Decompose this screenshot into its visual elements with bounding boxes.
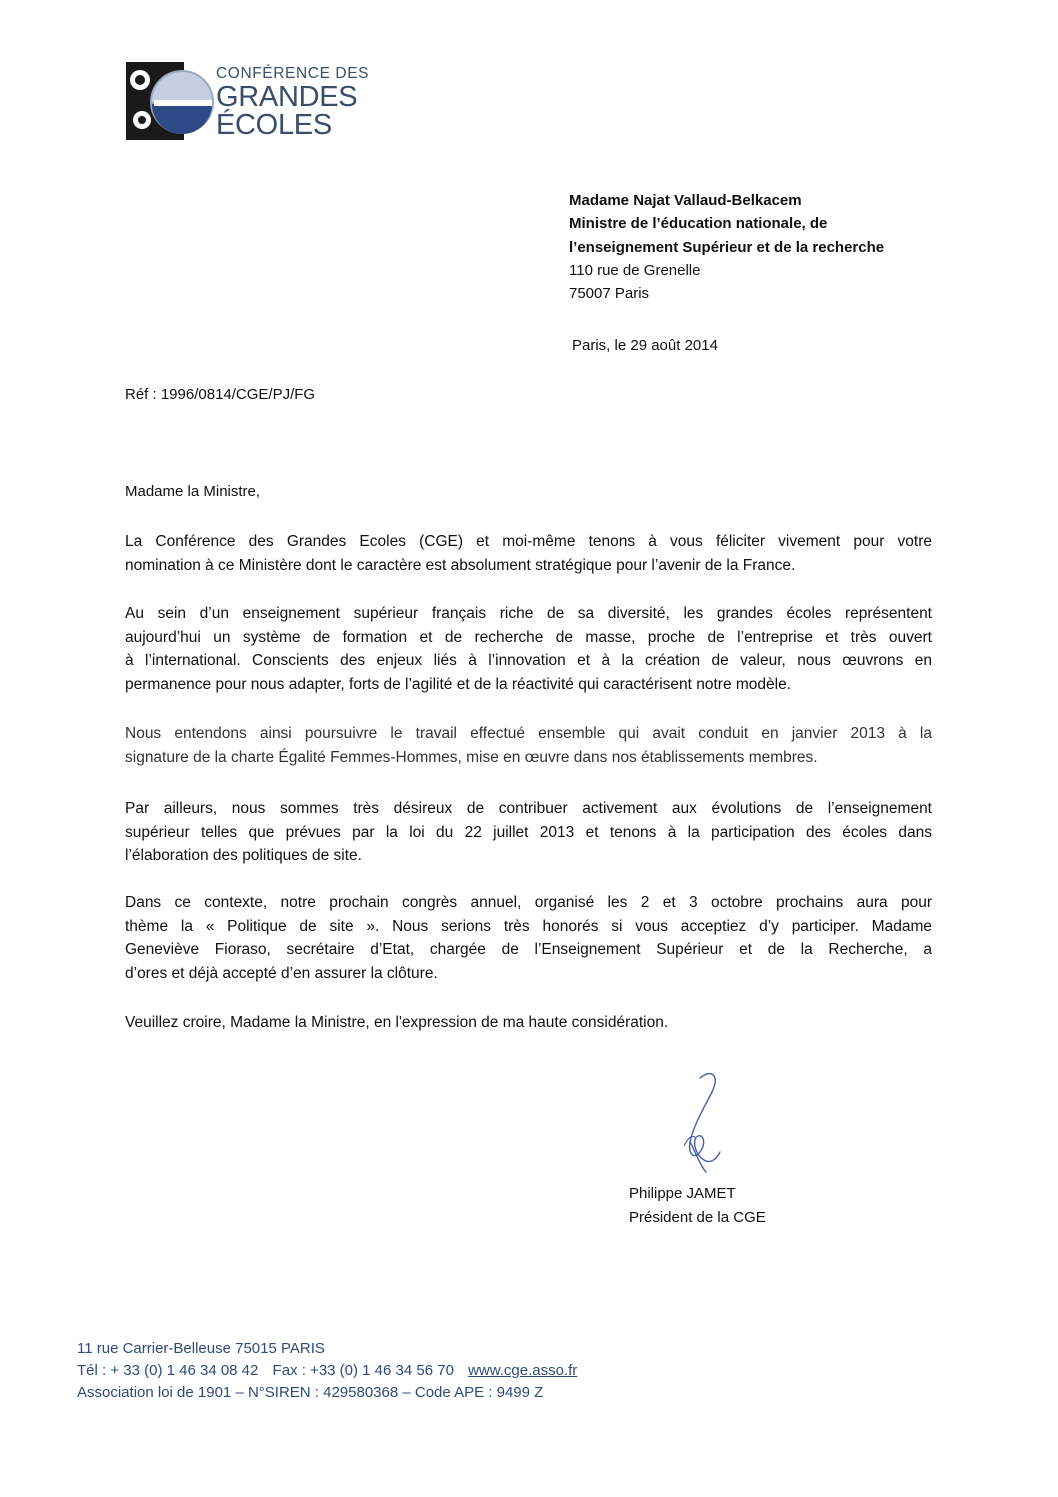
signer-title: Président de la CGE (629, 1209, 766, 1226)
footer-fax: Fax : +33 (0) 1 46 34 56 70 (272, 1362, 454, 1379)
paragraph-line: Dans ce contexte, notre prochain congrès annuel, organisé les 2 et 3 octobre prochains aura pour (125, 894, 932, 911)
logo-line-3: ÉCOLES (216, 109, 332, 141)
signer-block (629, 1182, 766, 1230)
paragraph-line: Geneviève Fioraso, secrétaire d’Etat, chargée de l’Enseignement Supérieur et de la Recherche, a (125, 941, 932, 958)
paragraph-line: thème la « Politique de site ». Nous serions très honorés si vous acceptiez d’y participer. Madame (125, 917, 932, 935)
logo-line-1: CONFÉRENCE DES (216, 65, 370, 82)
paragraph-3 (125, 722, 932, 769)
footer-address: 11 rue Carrier-Belleuse 75015 PARIS (77, 1340, 325, 1357)
paragraph-line: nomination à ce Ministère dont le caractère est absolument stratégique pour l’avenir de la France. (125, 556, 796, 574)
paragraph-4 (125, 797, 932, 868)
footer-contact-line (77, 1360, 577, 1382)
footer-legal: Association loi de 1901 – N°SIREN : 429580368 – Code APE : 9499 Z (77, 1384, 544, 1401)
paragraph-line: à l’international. Conscients des enjeux liés à l’innovation et à la création de valeur, nous œuvrons en (125, 652, 932, 669)
paragraph-line: Nous entendons ainsi poursuivre le travail effectué ensemble qui avait conduit en janvier 2013 à la (125, 725, 932, 742)
footer (77, 1338, 577, 1404)
addressee-title-line-2: l’enseignement Supérieur et de la recherche (569, 238, 885, 256)
closing-formula: Veuillez croire, Madame la Ministre, en l'expression de ma haute considération. (125, 1014, 669, 1031)
paragraph-line: Au sein d’un enseignement supérieur français riche de sa diversité, les grandes écoles représentent (125, 605, 932, 622)
paragraph-1 (125, 530, 932, 577)
paragraph-2 (125, 602, 932, 696)
handwritten-signature (660, 1068, 750, 1178)
paragraph-line: l’élaboration des politiques de site. (125, 847, 362, 864)
reference: Réf : 1996/0814/CGE/PJ/FG (125, 386, 316, 403)
addressee-title-line-1: Ministre de l’éducation nationale, de (569, 215, 828, 233)
cge-logo (124, 60, 384, 142)
footer-phone: Tél : + 33 (0) 1 46 34 08 42 (77, 1362, 259, 1379)
letter-date: Paris, le 29 août 2014 (572, 337, 718, 354)
addressee-street: 110 rue de Grenelle (569, 261, 701, 279)
addressee-name: Madame Najat Vallaud-Belkacem (569, 192, 802, 209)
cge-logo-mark-icon (124, 60, 216, 142)
paragraph-line: Par ailleurs, nous sommes très désireux de contribuer activement aux évolutions de l’enseignement (125, 800, 932, 817)
paragraph-line: aujourd’hui un système de formation et de recherche de masse, proche de l’entreprise et très ouvert (125, 628, 932, 646)
addressee-city: 75007 Paris (569, 285, 650, 303)
salutation: Madame la Ministre, (125, 483, 261, 500)
paragraph-5 (125, 891, 932, 985)
footer-website-link[interactable]: www.cge.asso.fr (468, 1362, 578, 1379)
signer-name: Philippe JAMET (629, 1185, 736, 1202)
logo-line-2: GRANDES (216, 81, 358, 113)
paragraph-line: permanence pour nous adapter, forts de l’agilité et de la réactivité qui caractérisent notre modèle. (125, 675, 792, 693)
paragraph-line: La Conférence des Grandes Ecoles (CGE) et moi-même tenons à vous féliciter vivement pour votre (125, 533, 932, 550)
paragraph-line: signature de la charte Égalité Femmes-Hommes, mise en œuvre dans nos établissements membres. (125, 748, 818, 766)
paragraph-line: supérieur telles que prévues par la loi du 22 juillet 2013 et tenons à la participation des écoles dans (125, 823, 932, 841)
paragraph-line: d’ores et déjà accepté d’en assurer la clôture. (125, 964, 438, 982)
addressee-block (569, 189, 884, 305)
